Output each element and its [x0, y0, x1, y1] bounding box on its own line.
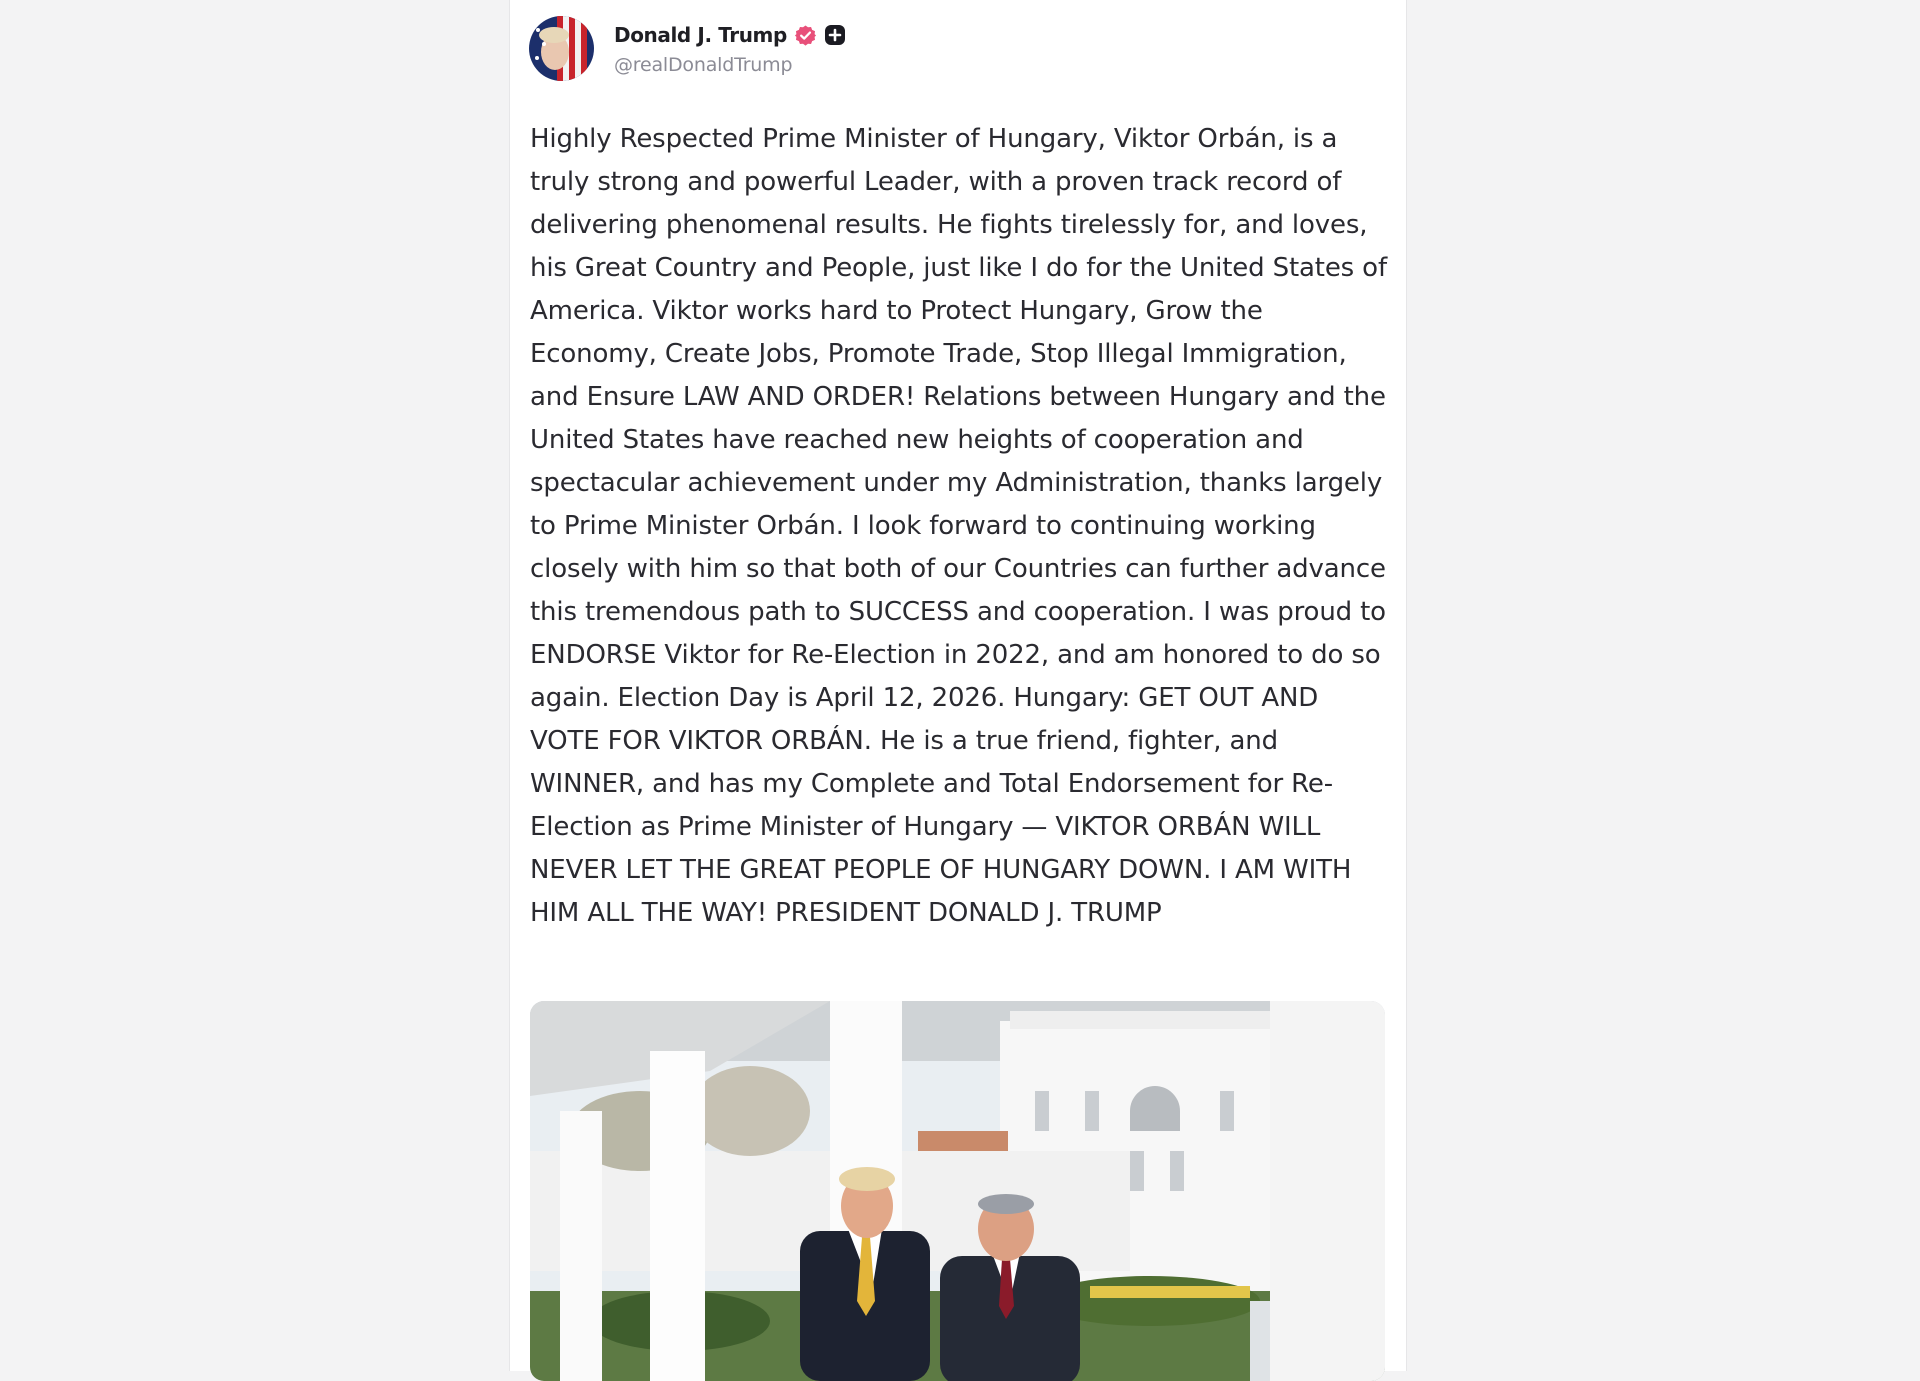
post-text: Highly Respected Prime Minister of Hungary, Viktor Orbán, is a truly strong and powerful Leader, with a proven track record of delivering phenomenal results. He fights tirelessly for, and loves, his Great Country and People, just like I do for the United States of America. Viktor works hard to Protect Hungary, Grow the Economy, Create Jobs, Promote Trade, Stop Illegal Immigration, and Ensure LAW AND ORDER! Relations between Hungary and the United States have reached new heights of cooperation and spectacular achievement under my Administration, thanks largely to Prime Minister Orbán. I look forward to continuing working closely with him so that both of our Countries can further advance this tremendous path to SUCCESS and cooperation. I was proud to ENDORSE Viktor for Re-Election in 2022, and am honored to do so again. Election Day is April 12, 2026. Hungary: GET OUT AND VOTE FOR VIKTOR ORBÁN. He is a true friend, fighter, and WINNER, and has my Complete and Total Endorsement for Re-Election as Prime Minister of Hungary — VIKTOR ORBÁN WILL NEVER LET THE GREAT PEOPLE OF HUNGARY DOWN. I AM WITH HIM ALL THE WAY! PRESIDENT DONALD J. TRUMP [530, 124, 1387, 928]
display-name[interactable]: Donald J. Trump [614, 23, 787, 47]
author-block [614, 20, 846, 76]
feed-column [509, 0, 1407, 1371]
verified-check-icon [794, 24, 817, 47]
avatar[interactable] [529, 16, 594, 81]
avatar-image [529, 16, 594, 81]
handle[interactable]: @realDonaldTrump [614, 54, 793, 76]
post-header [529, 15, 846, 81]
attached-photo[interactable] [530, 1001, 1385, 1381]
photo-scene [530, 1001, 1385, 1381]
name-row [614, 20, 846, 50]
plus-badge-icon[interactable] [824, 24, 846, 46]
